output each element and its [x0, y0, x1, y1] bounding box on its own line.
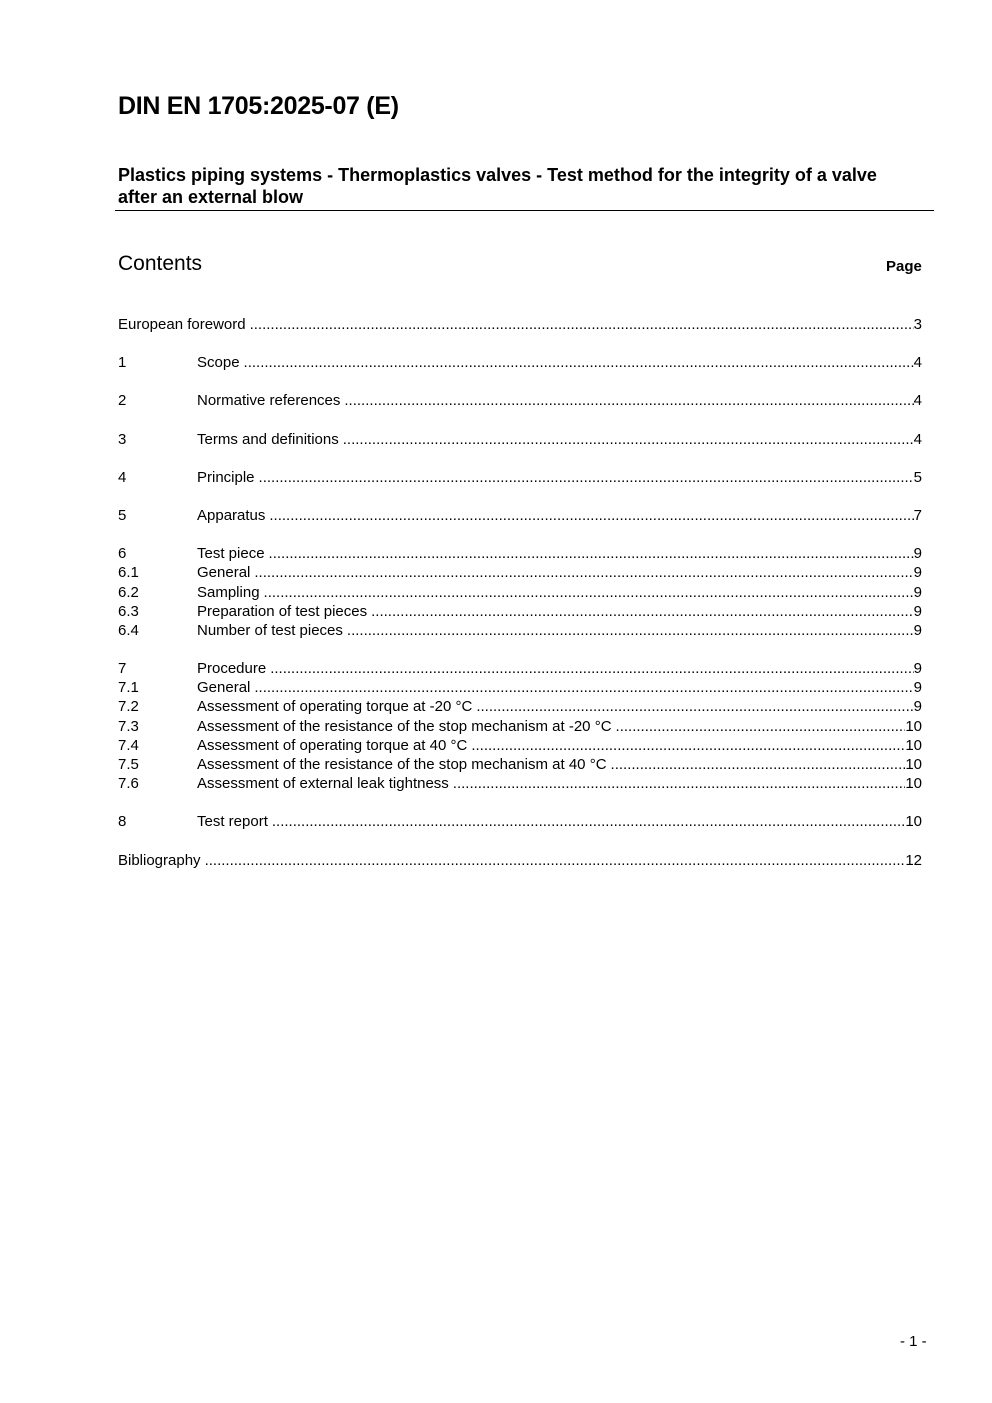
toc-entry-number: 7.1 — [118, 679, 139, 697]
toc-entry-title: European foreword — [118, 316, 246, 333]
toc-entry-number: 5 — [118, 506, 127, 524]
toc-entry[interactable] — [118, 717, 922, 736]
toc-entry[interactable] — [118, 583, 922, 602]
toc-entry[interactable] — [118, 678, 922, 697]
document-id: DIN EN 1705:2025-07 (E) — [118, 92, 399, 120]
toc-entry-page: 3 — [913, 316, 922, 333]
toc-entry-page: 5 — [913, 468, 922, 486]
toc-entry-title: Normative references — [197, 392, 341, 410]
toc-entry[interactable] — [118, 659, 922, 678]
toc-entry[interactable] — [118, 602, 922, 621]
toc-dot-leader — [254, 678, 913, 697]
toc-dot-leader — [269, 544, 914, 563]
toc-entry-title: Bibliography — [118, 851, 201, 869]
toc-dot-leader — [343, 430, 914, 449]
toc-entry-title: Scope — [197, 354, 240, 372]
toc-entry-title: Test report — [197, 813, 268, 831]
toc-entry-page: 4 — [913, 354, 922, 372]
toc-entry[interactable] — [118, 544, 922, 563]
toc-entry-number: 6 — [118, 545, 127, 563]
toc-entry-page: 9 — [913, 583, 922, 601]
toc-entry-title: Principle — [197, 468, 255, 486]
toc-entry-number: 7.4 — [118, 736, 139, 754]
toc-entry-page: 10 — [905, 736, 922, 754]
toc-dot-leader — [270, 659, 913, 678]
toc-entry-page: 4 — [913, 430, 922, 448]
toc-entry-page: 9 — [913, 545, 922, 563]
toc-dot-leader — [371, 602, 914, 621]
toc-entry-title: Assessment of the resistance of the stop mechanism at -20 °C — [197, 717, 612, 735]
toc-dot-leader — [269, 506, 913, 525]
toc-entry-number: 4 — [118, 468, 127, 486]
footer-page-number: - 1 - — [900, 1333, 927, 1350]
toc-entry-title: Assessment of external leak tightness — [197, 775, 449, 793]
toc-entry-title: Preparation of test pieces — [197, 602, 368, 620]
toc-entry-number: 7.5 — [118, 756, 139, 773]
toc-entry-page: 10 — [905, 813, 922, 831]
toc-entry[interactable] — [118, 755, 922, 774]
toc-entry[interactable] — [118, 315, 922, 334]
toc-entry-title: General — [197, 564, 251, 582]
toc-entry-title: General — [197, 679, 251, 697]
toc-entry-title: Assessment of operating torque at 40 °C — [197, 736, 468, 754]
toc-entry-page: 9 — [913, 602, 922, 620]
toc-entry[interactable] — [118, 563, 922, 582]
contents-heading: Contents — [118, 252, 203, 275]
toc-entry-page: 4 — [913, 392, 922, 410]
toc-entry-page: 10 — [905, 756, 922, 773]
toc-entry[interactable] — [118, 697, 922, 716]
toc-entry-number: 6.4 — [118, 621, 139, 639]
toc-entry-page: 12 — [905, 851, 922, 869]
toc-entry-title: Assessment of the resistance of the stop mechanism at 40 °C — [197, 756, 607, 773]
toc-entry-page: 9 — [913, 660, 922, 678]
toc-dot-leader — [272, 812, 905, 831]
toc-entry-number: 7.3 — [118, 717, 139, 735]
toc-entry[interactable] — [118, 430, 922, 449]
toc-entry-page: 7 — [913, 506, 922, 524]
toc-dot-leader — [250, 315, 914, 334]
toc-entry-page: 10 — [905, 775, 922, 793]
toc-entry-title: Assessment of operating torque at -20 °C — [197, 698, 473, 716]
toc-entry-number: 3 — [118, 430, 127, 448]
toc-entry-number: 6.2 — [118, 583, 139, 601]
toc-entry[interactable] — [118, 506, 922, 525]
toc-entry-number: 7.2 — [118, 698, 139, 716]
toc-entry-number: 8 — [118, 813, 127, 831]
toc-entry-number: 2 — [118, 392, 127, 410]
toc-entry[interactable] — [118, 468, 922, 487]
toc-dot-leader — [347, 621, 914, 640]
table-of-contents — [118, 315, 922, 870]
toc-dot-leader — [244, 353, 914, 372]
toc-dot-leader — [453, 774, 906, 793]
toc-entry-title: Number of test pieces — [197, 621, 343, 639]
toc-dot-leader — [259, 468, 914, 487]
toc-dot-leader — [264, 583, 914, 602]
page-column-heading: Page — [886, 258, 922, 275]
toc-entry[interactable] — [118, 851, 922, 870]
toc-entry-number: 7 — [118, 660, 127, 678]
toc-entry-number: 1 — [118, 354, 127, 372]
toc-entry-title: Procedure — [197, 660, 267, 678]
toc-entry-page: 9 — [913, 698, 922, 716]
toc-entry-title: Sampling — [197, 583, 260, 601]
toc-entry-title: Test piece — [197, 545, 265, 563]
toc-entry[interactable] — [118, 353, 922, 372]
toc-entry-number: 7.6 — [118, 775, 139, 793]
toc-entry[interactable] — [118, 621, 922, 640]
toc-entry[interactable] — [118, 774, 922, 793]
toc-entry-number: 6.3 — [118, 602, 139, 620]
toc-dot-leader — [616, 717, 906, 736]
toc-entry-page: 9 — [913, 621, 922, 639]
toc-entry-title: Terms and definitions — [197, 430, 339, 448]
toc-entry[interactable] — [118, 812, 922, 831]
toc-entry-number: 6.1 — [118, 564, 139, 582]
document-title: Plastics piping systems - Thermoplastics valves - Test method for the integrity of a valve after an external blow — [118, 165, 877, 207]
toc-dot-leader — [344, 391, 913, 410]
toc-dot-leader — [611, 755, 906, 774]
toc-entry-page: 9 — [913, 679, 922, 697]
toc-dot-leader — [254, 563, 913, 582]
toc-entry-page: 9 — [913, 564, 922, 582]
toc-dot-leader — [205, 851, 906, 870]
toc-dot-leader — [471, 736, 905, 755]
title-divider — [115, 210, 934, 211]
toc-dot-leader — [476, 697, 913, 716]
toc-entry-page: 10 — [905, 717, 922, 735]
toc-entry[interactable] — [118, 736, 922, 755]
toc-entry[interactable] — [118, 391, 922, 410]
toc-entry-title: Apparatus — [197, 506, 266, 524]
